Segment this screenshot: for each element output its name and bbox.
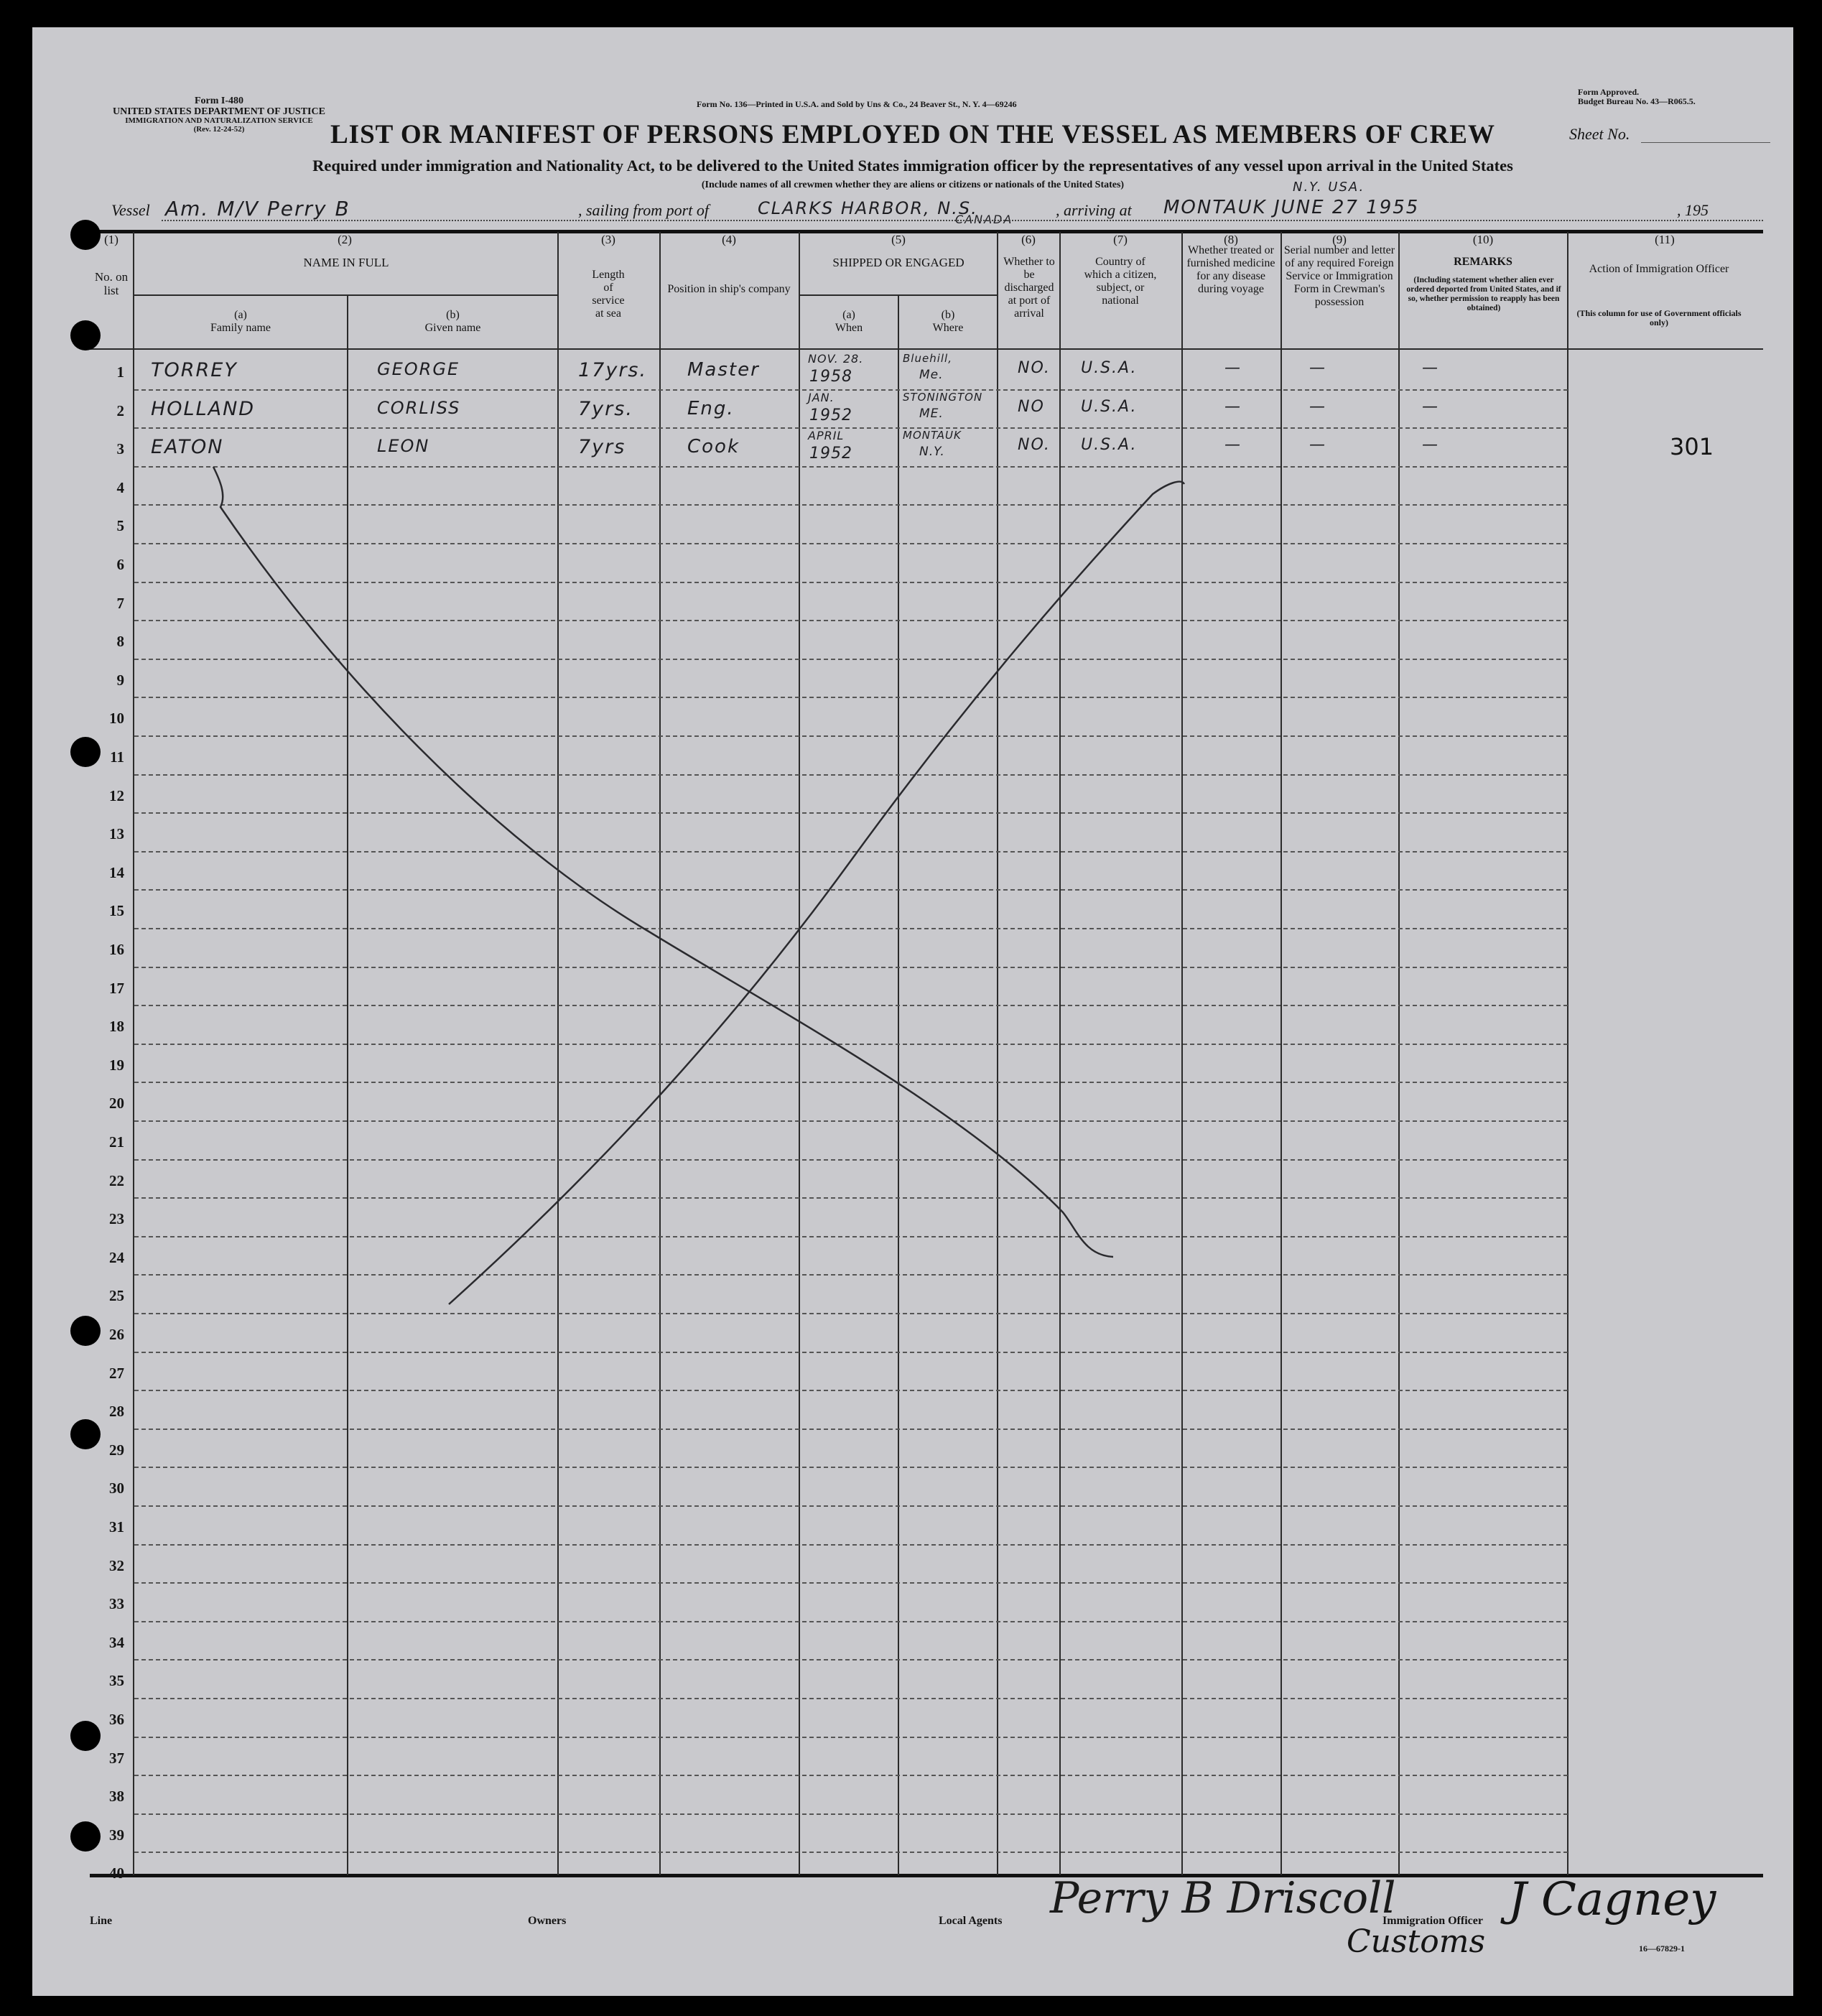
- row-number: 37: [109, 1749, 124, 1767]
- row-number: 5: [116, 517, 124, 535]
- sailing-above: CANADA: [955, 213, 1013, 226]
- serial-cell: —: [1309, 397, 1326, 416]
- line-label: Line: [90, 1915, 113, 1927]
- row-number: 2: [116, 401, 124, 419]
- shipped-when2-cell: 1958: [809, 368, 852, 386]
- row-number: 21: [109, 1133, 124, 1151]
- printer-note: Form No. 136—Printed in U.S.A. and Sold by Uns & Co., 24 Beaver St., N. Y. 4—69246: [697, 99, 1017, 109]
- punch-hole: [70, 737, 101, 767]
- country-cell: U.S.A.: [1081, 436, 1138, 455]
- row-number: 12: [109, 786, 124, 804]
- shipped-when1-cell: NOV. 28.: [808, 352, 864, 366]
- col7-header: Country of which a citizen, subject, or national: [1084, 256, 1157, 307]
- country-cell: U.S.A.: [1081, 397, 1138, 416]
- row-number: 20: [109, 1095, 124, 1112]
- shipped-when1-cell: APRIL: [808, 429, 845, 443]
- col10-header: REMARKS: [1454, 256, 1512, 268]
- col2b-letter: (b): [446, 309, 460, 321]
- row-number: 25: [109, 1287, 124, 1305]
- year-label: , 195: [1677, 201, 1709, 219]
- sailing-value: CLARKS HARBOR, N.S.: [758, 198, 978, 218]
- row-number: 39: [109, 1826, 124, 1844]
- service-length-cell: 17yrs.: [578, 359, 648, 381]
- cross-stroke-1: [213, 467, 1113, 1257]
- col1-number: (1): [104, 233, 118, 246]
- col2b-label: Given name: [424, 321, 481, 334]
- shipped-where1-cell: MONTAUK: [903, 429, 962, 442]
- col2-number: (2): [338, 233, 352, 246]
- family-name-cell: TORREY: [151, 359, 238, 381]
- shipped-when2-cell: 1952: [809, 406, 852, 424]
- form-note: (Include names of all crewmen whether they are aliens or citizens or nationals of the United States): [701, 180, 1125, 190]
- col5-header: SHIPPED OR ENGAGED: [832, 256, 965, 269]
- row-number: 31: [109, 1518, 124, 1536]
- row-number: 18: [109, 1018, 124, 1036]
- row-number: 22: [109, 1171, 124, 1189]
- col2-header: NAME IN FULL: [303, 256, 389, 269]
- discharged-cell: NO: [1018, 397, 1045, 416]
- given-name-cell: LEON: [377, 436, 430, 457]
- cross-out-mark: [32, 27, 1793, 1996]
- shipped-where2-cell: N.Y.: [919, 445, 945, 460]
- row-number: 40: [109, 1864, 124, 1882]
- remarks-cell: —: [1422, 359, 1439, 377]
- row-number: 35: [109, 1672, 124, 1690]
- remarks-cell: —: [1422, 436, 1439, 455]
- row-number: 8: [116, 633, 124, 651]
- officer-action-cell: 301: [1670, 433, 1714, 461]
- discharged-cell: NO.: [1018, 359, 1051, 377]
- shipped-when2-cell: 1952: [809, 445, 852, 463]
- col9-number: (9): [1332, 233, 1347, 246]
- discharged-cell: NO.: [1018, 436, 1051, 455]
- row-number: 23: [109, 1210, 124, 1228]
- row-number: 32: [109, 1556, 124, 1574]
- form-title: LIST OR MANIFEST OF PERSONS EMPLOYED ON THE VESSEL AS MEMBERS OF CREW: [330, 120, 1495, 149]
- owners-label: Owners: [528, 1915, 567, 1927]
- col11-header: Action of Immigration Officer: [1589, 263, 1729, 275]
- position-cell: Eng.: [687, 397, 735, 419]
- punch-hole: [70, 1821, 101, 1852]
- row-number: 30: [109, 1480, 124, 1497]
- row-number: 28: [109, 1403, 124, 1421]
- col6-header: Whether to be discharged at port of arrival: [1003, 256, 1055, 320]
- punch-hole: [70, 220, 101, 250]
- col11-note: (This column for use of Government officials only): [1576, 308, 1742, 328]
- cross-stroke-2: [449, 482, 1184, 1304]
- remarks-cell: —: [1422, 397, 1439, 416]
- serial-cell: —: [1309, 359, 1326, 377]
- sheet-label: Sheet No.: [1569, 125, 1630, 143]
- sailing-label: , sailing from port of: [578, 201, 709, 219]
- form-code: 16—67829-1: [1639, 1943, 1685, 1954]
- col11-number: (11): [1655, 233, 1675, 246]
- service-length-cell: 7yrs.: [578, 397, 633, 420]
- manifest-form: [32, 27, 1793, 1996]
- col5a-label: When: [835, 321, 863, 334]
- shipped-where1-cell: STONINGTON: [903, 390, 983, 404]
- col5a-letter: (a): [842, 309, 855, 321]
- agent-signature: Perry B Driscoll: [1050, 1873, 1396, 1923]
- row-number: 16: [109, 941, 124, 958]
- col3-header: Length of service at sea: [592, 269, 625, 320]
- row-number: 3: [116, 440, 124, 458]
- arriving-value: MONTAUK JUNE 27 1955: [1163, 197, 1420, 218]
- country-cell: U.S.A.: [1081, 359, 1138, 377]
- arriving-label: , arriving at: [1056, 201, 1132, 219]
- row-number: 24: [109, 1248, 124, 1266]
- row-number: 36: [109, 1711, 124, 1728]
- col4-number: (4): [722, 233, 736, 246]
- punch-hole: [70, 1419, 101, 1449]
- row-number: 33: [109, 1595, 124, 1613]
- treated-cell: —: [1224, 359, 1242, 377]
- row-number: 9: [116, 671, 124, 689]
- given-name-cell: GEORGE: [377, 359, 460, 379]
- local-agents-label: Local Agents: [939, 1915, 1003, 1927]
- customs-note: Customs: [1347, 1923, 1486, 1960]
- immigration-officer-label: Immigration Officer: [1382, 1915, 1483, 1927]
- col10-note: (Including statement whether alien ever ordered deported from United States, and if so, whether permission to reapply has been obtained): [1406, 276, 1561, 312]
- officer-signature: J Cagney: [1508, 1873, 1716, 1926]
- row-number: 29: [109, 1441, 124, 1459]
- col2a-label: Family name: [210, 321, 271, 334]
- form-subtitle: Required under immigration and Nationality Act, to be delivered to the United States immigration officer by the representatives of any vessel upon arrival in the United States: [312, 157, 1513, 175]
- row-number: 7: [116, 594, 124, 612]
- position-cell: Master: [687, 359, 760, 381]
- col5b-label: Where: [932, 321, 964, 334]
- form-id: Form I-480: [194, 96, 244, 106]
- col7-number: (7): [1113, 233, 1128, 246]
- col5b-letter: (b): [941, 309, 955, 321]
- col4-header: Position in ship's company: [667, 283, 791, 295]
- service-length-cell: 7yrs: [578, 436, 626, 459]
- row-number: 6: [116, 556, 124, 573]
- family-name-cell: EATON: [151, 436, 224, 459]
- col3-number: (3): [601, 233, 615, 246]
- col8-header: Whether treated or furnished medicine for any disease during voyage: [1186, 244, 1275, 295]
- row-number: 4: [116, 478, 124, 496]
- row-number: 26: [109, 1326, 124, 1343]
- row-number: 15: [109, 902, 124, 920]
- vessel-label: Vessel: [111, 201, 150, 219]
- service-name: IMMIGRATION AND NATURALIZATION SERVICE: [125, 116, 313, 126]
- row-number: 17: [109, 979, 124, 997]
- given-name-cell: CORLISS: [377, 397, 461, 418]
- shipped-when1-cell: JAN.: [808, 390, 835, 404]
- arriving-above: N.Y. USA.: [1293, 180, 1365, 195]
- row-number: 11: [110, 748, 124, 766]
- col6-number: (6): [1021, 233, 1036, 246]
- row-number: 10: [109, 710, 124, 728]
- punch-hole: [70, 1316, 101, 1346]
- col2a-letter: (a): [234, 309, 247, 321]
- vessel-value: Am. M/V Perry B: [165, 197, 350, 220]
- budget-text: Budget Bureau No. 43—R065.5.: [1578, 96, 1696, 107]
- col1-header: No. on list: [94, 270, 129, 298]
- col9-header: Serial number and letter of any required Foreign Service or Immigration Form in Crewman's possession: [1283, 244, 1395, 308]
- row-number: 38: [109, 1788, 124, 1806]
- row-number: 14: [109, 863, 124, 881]
- punch-hole: [70, 1721, 101, 1751]
- position-cell: Cook: [687, 436, 740, 458]
- col8-number: (8): [1224, 233, 1238, 246]
- punch-hole: [70, 320, 101, 350]
- row-number: 34: [109, 1633, 124, 1651]
- shipped-where2-cell: ME.: [919, 406, 944, 421]
- row-number: 19: [109, 1056, 124, 1074]
- row-number: 13: [109, 825, 124, 843]
- approval-text: Form Approved.: [1578, 87, 1640, 97]
- serial-cell: —: [1309, 436, 1326, 455]
- shipped-where1-cell: Bluehill,: [903, 352, 952, 365]
- row-number: 1: [116, 363, 124, 381]
- col10-number: (10): [1472, 233, 1494, 246]
- revision-date: (Rev. 12-24-52): [193, 124, 245, 134]
- department-name: UNITED STATES DEPARTMENT OF JUSTICE: [113, 106, 325, 117]
- treated-cell: —: [1224, 397, 1242, 416]
- family-name-cell: HOLLAND: [151, 397, 256, 420]
- col5-number: (5): [891, 233, 906, 246]
- treated-cell: —: [1224, 436, 1242, 455]
- shipped-where2-cell: Me.: [919, 368, 944, 382]
- row-number: 27: [109, 1364, 124, 1382]
